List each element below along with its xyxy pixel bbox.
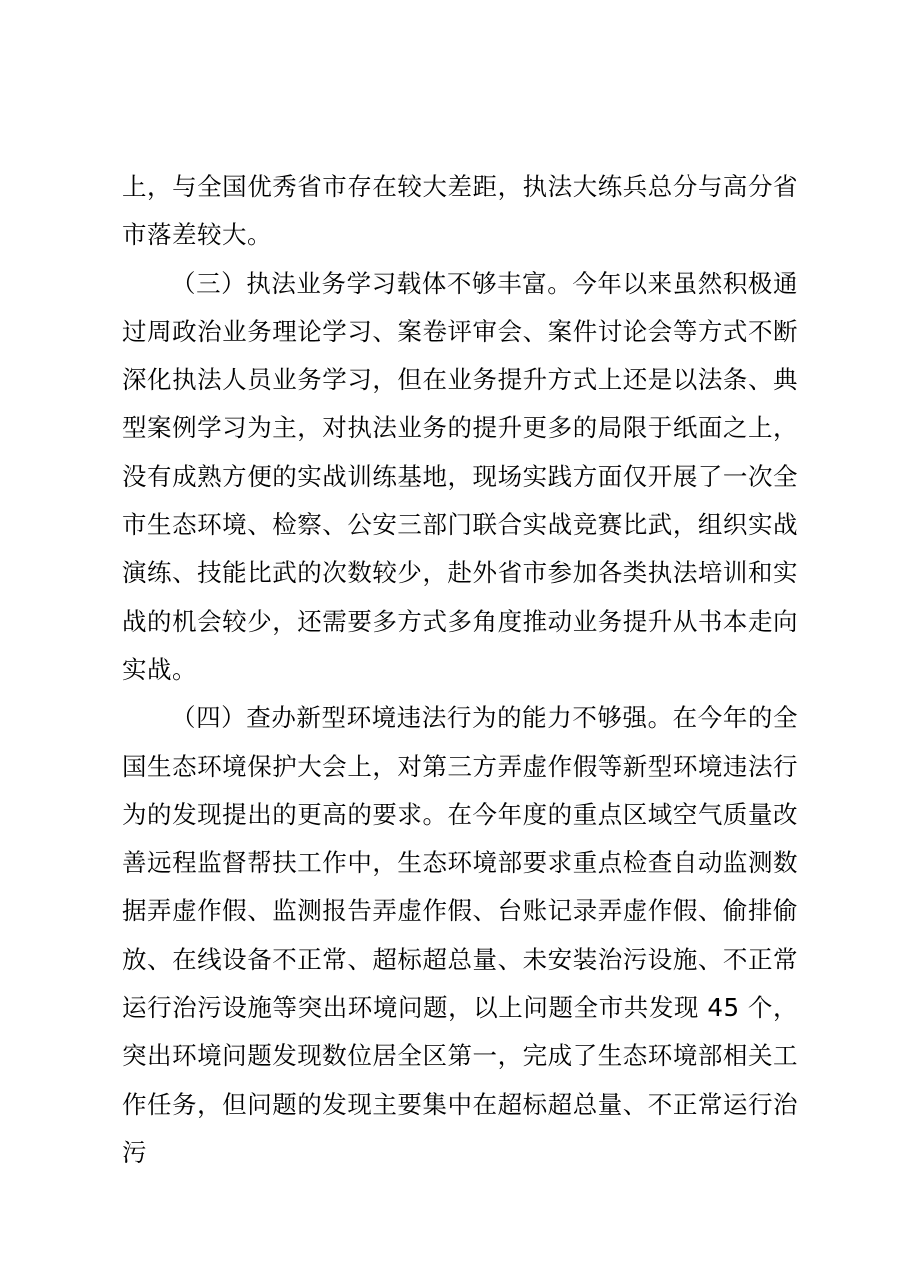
document-body xyxy=(122,163,798,1177)
paragraph-section-4: （四）查办新型环境违法行为的能力不够强。在今年的全国生态环境保护大会上，对第三方弄虚作假等新型环境违法行为的发现提出的更高的要求。在今年度的重点区域空气质量改善远程监督帮扶工作中，生态环境部要求重点检查自动监测数据弄虚作假、监测报告弄虚作假、台账记录弄虚作假、偷排偷放、在线设备不正常、超标超总量、未安装治污设施、不正常运行治污设施等突出环境问题，以上问题全市共发现 45 个，突出环境问题发现数位居全区第一，完成了生态环境部相关工作任务，但问题的发现主要集中在超标超总量、不正常运行治污 xyxy=(122,703,798,1167)
paragraph-section-3: （三）执法业务学习载体不够丰富。今年以来虽然积极通过周政治业务理论学习、案卷评审会、案件讨论会等方式不断深化执法人员业务学习，但在业务提升方式上还是以法条、典型案例学习为主，对执法业务的提升更多的局限于纸面之上，没有成熟方便的实战训练基地，现场实践方面仅开展了一次全市生态环境、检察、公安三部门联合实战竞赛比武，组织实战演练、技能比武的次数较少，赴外省市参加各类执法培训和实战的机会较少，还需要多方式多角度推动业务提升从书本走向实战。 xyxy=(122,268,798,684)
paragraph-continuation: 上，与全国优秀省市存在较大差距，执法大练兵总分与高分省市落差较大。 xyxy=(122,172,798,250)
